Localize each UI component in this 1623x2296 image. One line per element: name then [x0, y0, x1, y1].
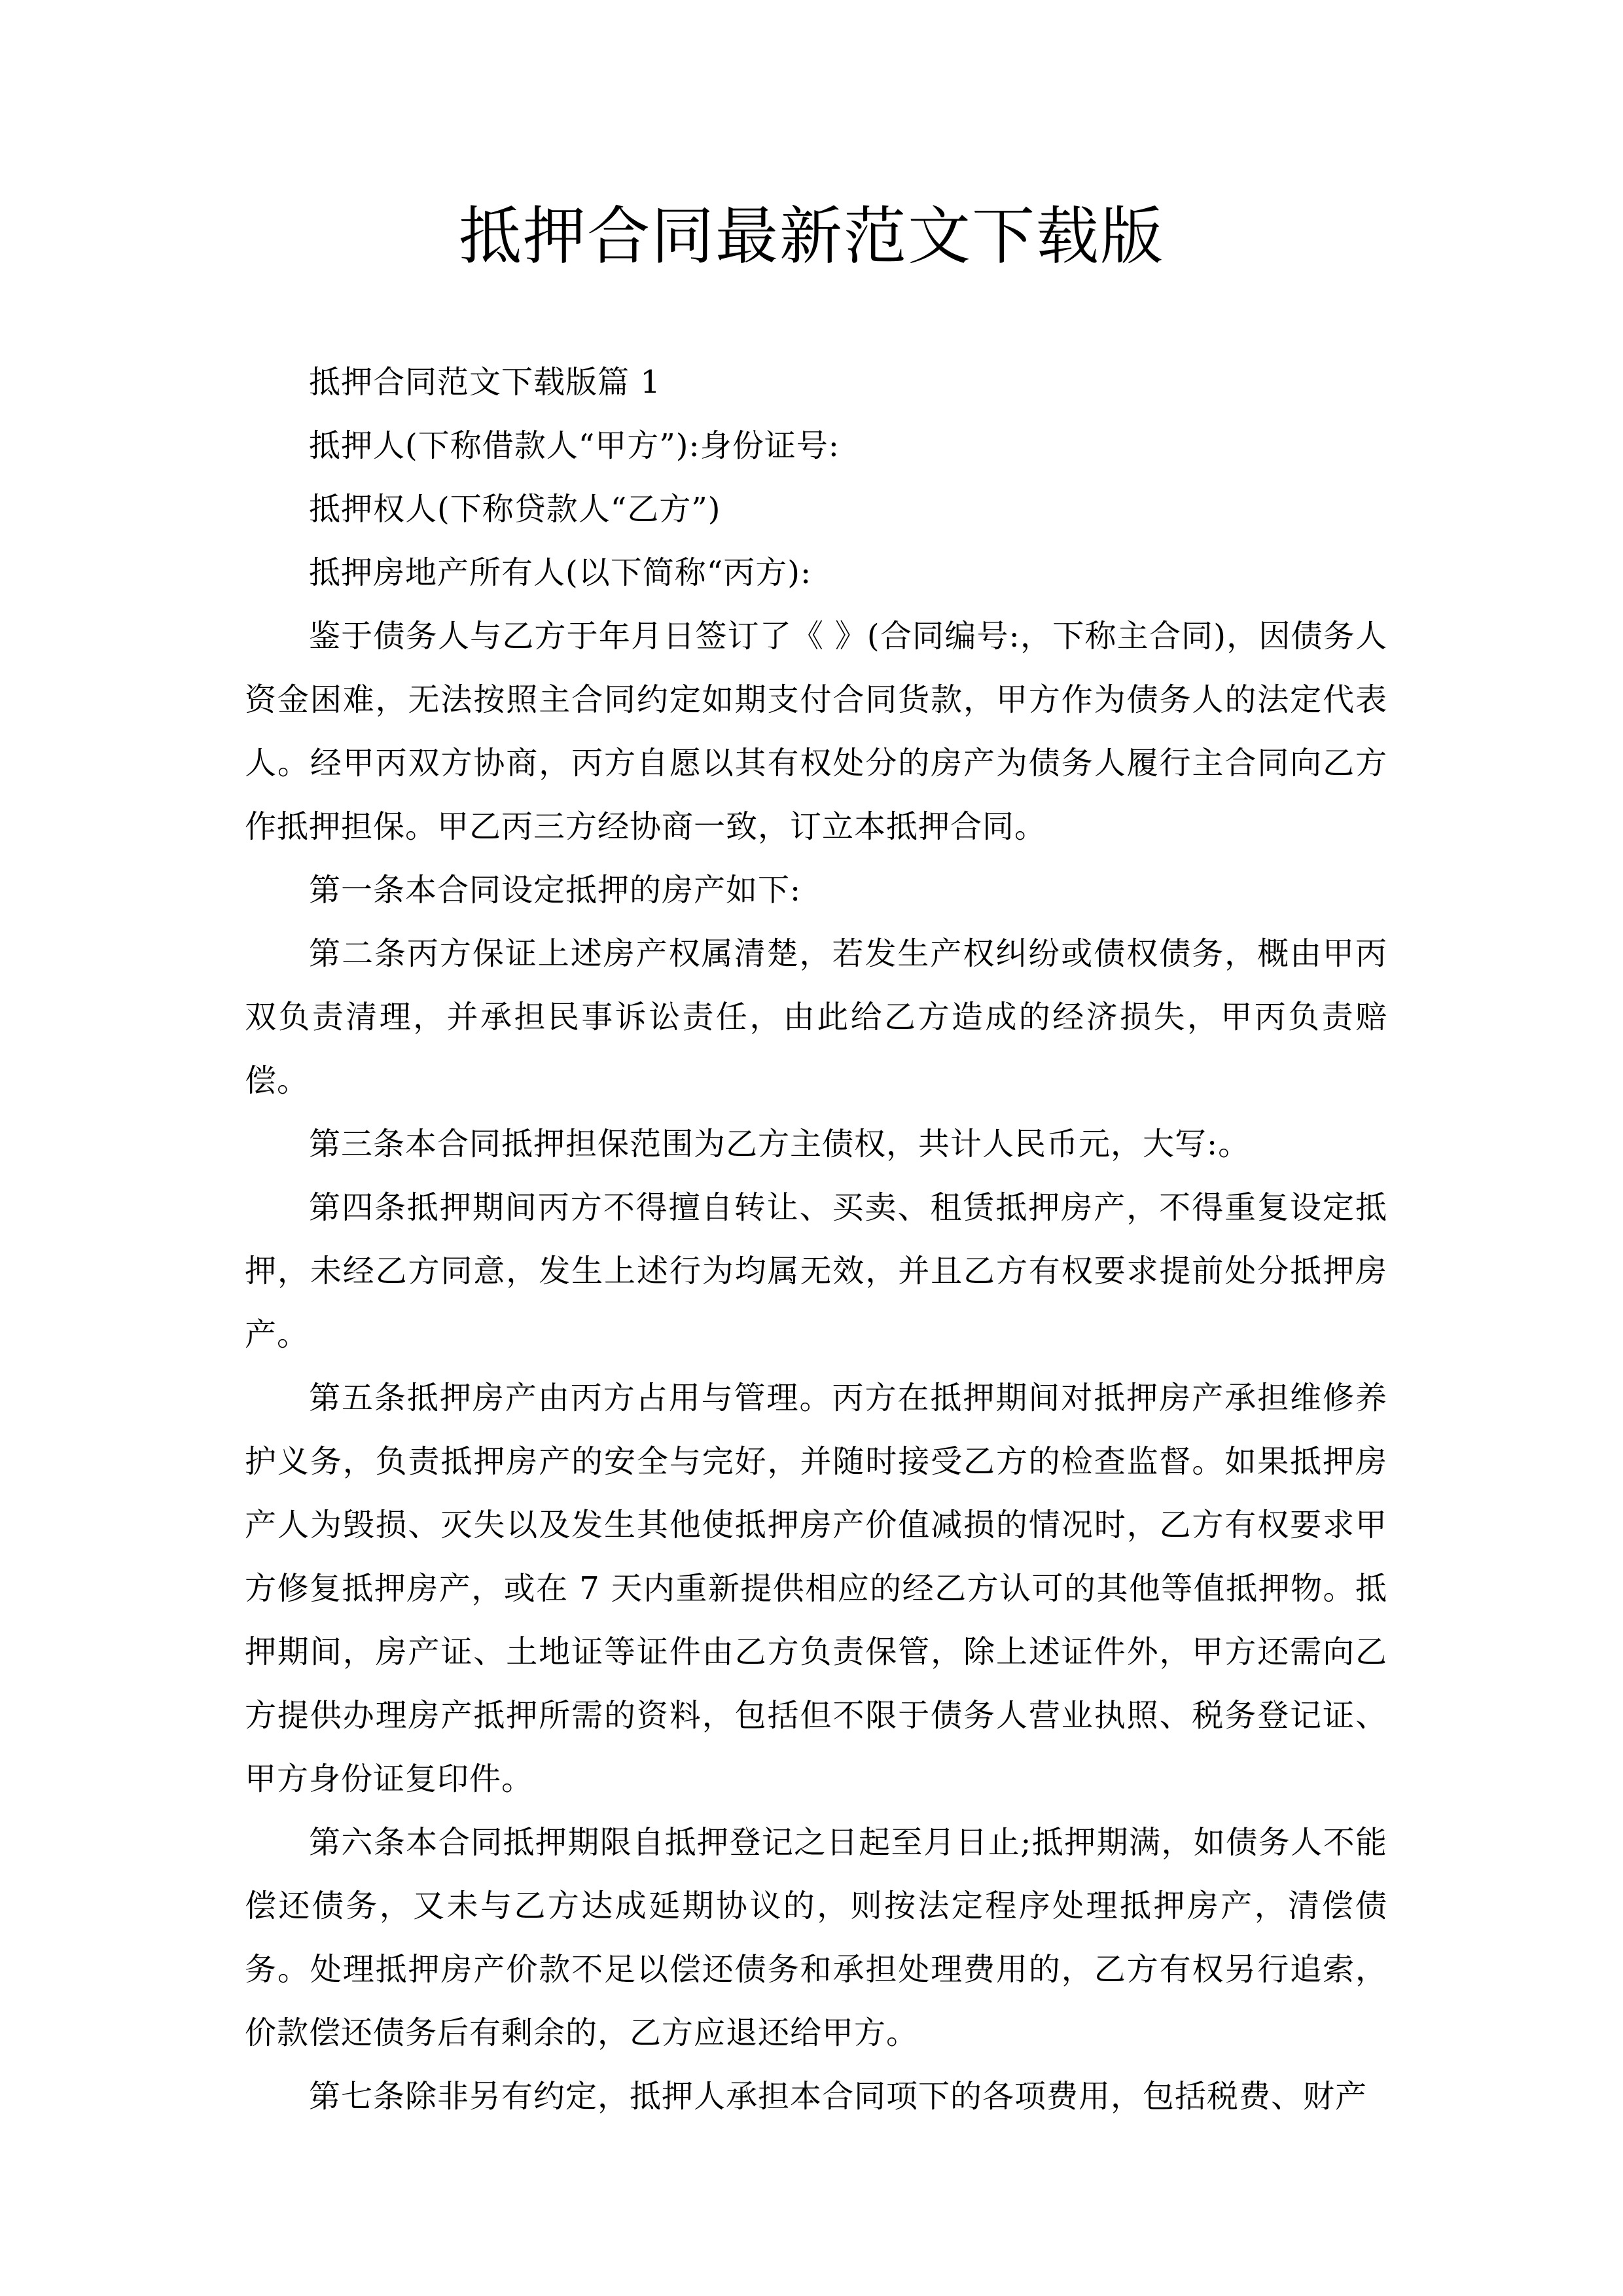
article-7: 第七条除非另有约定，抵押人承担本合同项下的各项费用，包括税费、财产 [309, 2078, 1368, 2115]
section-heading: 抵押合同范文下载版篇 1 [309, 364, 661, 401]
document-title: 抵押合同最新范文下载版 [459, 200, 1164, 273]
article-6: 第六条本合同抵押期限自抵押登记之日起至月日止;抵押期满，如债务人不能偿还债务，又未与乙方达成延期协议的，则按法定程序处理抵押房产，清偿债务。处理抵押房产价款不足以偿还债务和承担处理费用的，乙方有权另行追索，价款偿还债务后有剩余的，乙方应退还给甲方。 [245, 1824, 1387, 2051]
article-2: 第二条丙方保证上述房产权属清楚，若发生产权纠纷或债权债务，概由甲丙双负责清理，并承担民事诉讼责任，由此给乙方造成的经济损失，甲丙负责赔偿。 [245, 935, 1387, 1099]
article-4: 第四条抵押期间丙方不得擅自转让、买卖、租赁抵押房产，不得重复设定抵押，未经乙方同意，发生上述行为均属无效，并且乙方有权要求提前处分抵押房产。 [245, 1189, 1387, 1353]
mortgagor-line: 抵押人(下称借款人“甲方”):身份证号: [309, 427, 840, 464]
article-3: 第三条本合同抵押担保范围为乙方主债权，共计人民币元，大写:。 [309, 1126, 1251, 1162]
preamble-paragraph: 鉴于债务人与乙方于年月日签订了《 》(合同编号:，下称主合同)，因债务人资金困难，无法按照主合同约定如期支付合同货款，甲方作为债务人的法定代表人。经甲丙双方协商，丙方自愿以其有权处分的房产为债务人履行主合同向乙方作抵押担保。甲乙丙三方经协商一致，订立本抵押合同。 [245, 618, 1387, 845]
property-owner-line: 抵押房地产所有人(以下简称“丙方): [309, 554, 812, 591]
article-1: 第一条本合同设定抵押的房产如下: [309, 872, 802, 908]
document-body [245, 351, 1387, 2128]
mortgagee-line: 抵押权人(下称贷款人“乙方”) [309, 491, 721, 528]
article-5: 第五条抵押房产由丙方占用与管理。丙方在抵押期间对抵押房产承担维修养护义务，负责抵押房产的安全与完好，并随时接受乙方的检查监督。如果抵押房产人为毁损、灭失以及发生其他使抵押房产价值减损的情况时，乙方有权要求甲方修复抵押房产，或在 7 天内重新提供相应的经乙方认可的其他等值抵押物。抵押期间，房产证、土地证等证件由乙方负责保管，除上述证件外，甲方还需向乙方提供办理房产抵押所需的资料，包括但不限于债务人营业执照、税务登记证、甲方身份证复印件。 [245, 1380, 1387, 1797]
